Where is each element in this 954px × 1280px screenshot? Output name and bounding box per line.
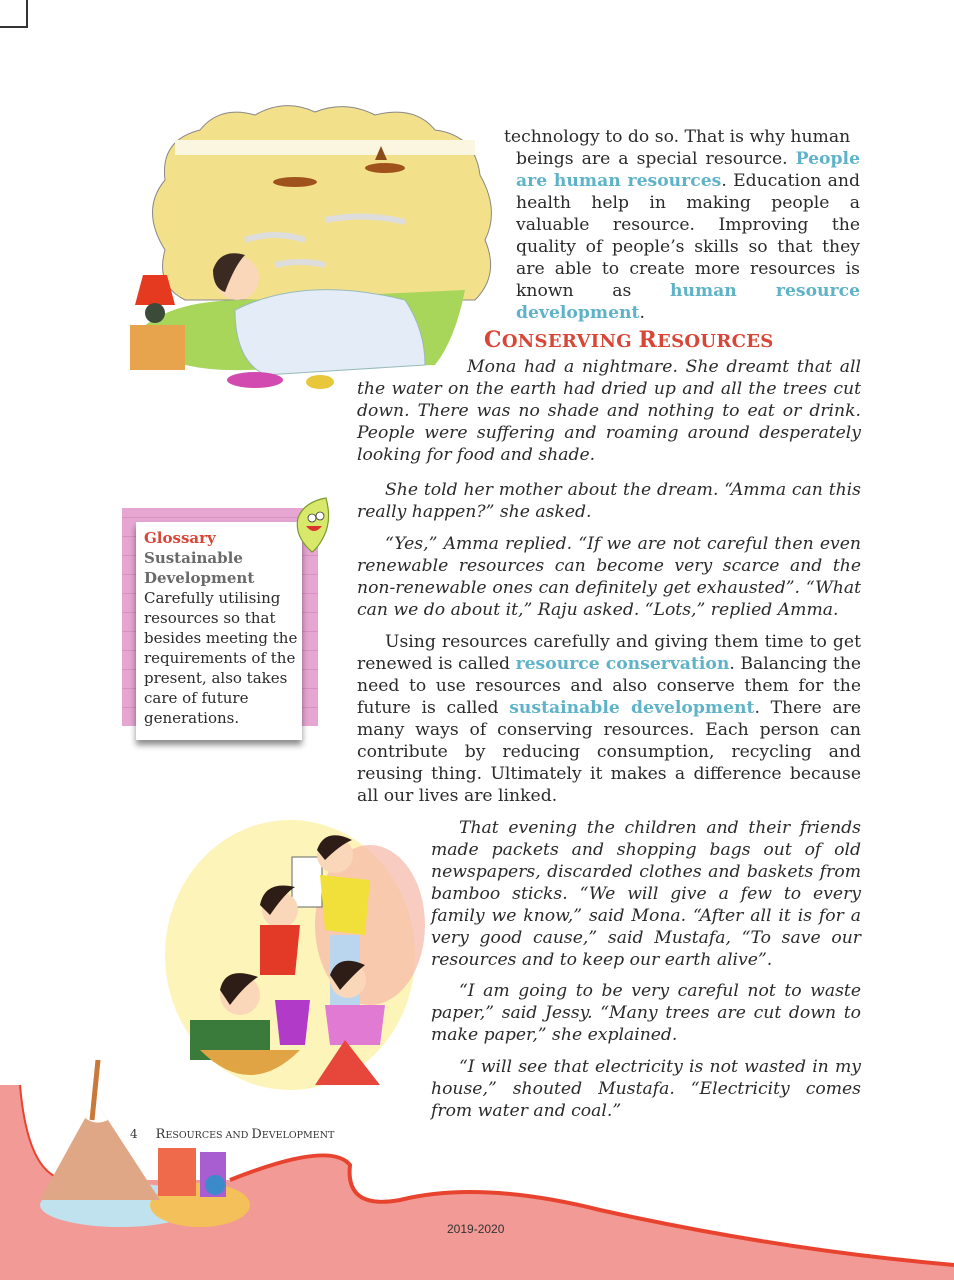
story-paragraph-evening (431, 817, 861, 971)
glossary-box (122, 508, 318, 726)
heading-cap: C (484, 327, 502, 353)
building (158, 1148, 196, 1196)
story-text: “I will see that electricity is not wasted in my house,” shouted Mustafa. “Electricity comes from water and coal.” (431, 1057, 861, 1121)
heading-rest: ESOURCES (657, 331, 774, 352)
nightmare-illustration (125, 100, 500, 400)
story-paragraph-told-mother (357, 479, 861, 523)
story-text: “I am going to be very careful not to waste paper,” said Jessy. “Many trees are cut down to make paper,” she explained. (431, 981, 861, 1045)
paragraph-resource-conservation (357, 631, 861, 807)
section-heading-conserving-resources (484, 327, 774, 353)
chapter-cap: R (155, 1127, 166, 1142)
para-text: Using resources carefully and giving them time to get renewed is called (357, 632, 861, 674)
page-number: 4 (130, 1127, 138, 1141)
glossary-term: Sustainable Development (144, 549, 255, 587)
para-text: beings are a special resource. (516, 149, 796, 169)
chapter-rest: ESOURCES AND (165, 1130, 252, 1141)
para-text: . There are many ways of conserving resources. Each person can contribute by reducing consumption, recycling and reusing thing. Ultimately it makes a difference because all our lives are linked. (357, 698, 861, 806)
story-text: Mona had a nightmare. She dreamt that all the water on the earth had dried up and all the trees cut down. There was no shade and nothing to eat or drink. People were suffering and roaming around desperately looking for food and shade. (357, 357, 861, 465)
chapter-cap: D (251, 1127, 262, 1142)
keyword-human-resource-development: human resource development (516, 281, 860, 323)
glossary-title: Glossary (144, 529, 216, 547)
footer-band (0, 1060, 954, 1280)
dream-cloud (153, 106, 492, 300)
story-text: She told her mother about the dream. “Amma can this really happen?” she asked. (357, 480, 861, 522)
switch-board (292, 857, 322, 907)
story-paragraph-amma-replied (357, 533, 861, 621)
paragraph-human-resources (500, 126, 860, 324)
keyword-people-are-human-resources: People are human resources (516, 149, 860, 191)
chapter-rest: EVELOPMENT (261, 1130, 335, 1141)
leaf-mascot-icon (292, 496, 332, 554)
story-paragraph-jessy (431, 980, 861, 1046)
para-text: . (639, 303, 645, 323)
heading-rest: ONSERVING (501, 331, 639, 352)
crop-mark (0, 0, 28, 28)
footer-running-title (130, 1127, 334, 1142)
para-text: . Education and health help in making people a valuable resource. Improving the quality of people’s skills so that they are able to create more resources is known as (516, 171, 860, 301)
para-text: . Balancing the need to use resources and also conserve them for the future is called (357, 654, 861, 718)
para-line-1: technology to do so. That is why human (504, 127, 851, 147)
story-text: “Yes,” Amma replied. “If we are not careful then even renewable resources can become very scarce and the non-renewable ones can definitely get exhausted”. “What can we do about it,” Raju asked. “Lots,” replied Amma. (357, 534, 861, 620)
heading-cap: R (638, 327, 658, 353)
keyword-resource-conservation: resource conservation (515, 654, 730, 674)
glossary-definition: Carefully utilising resources so that besides meeting the requirements of the present, also takes care of future generations. (144, 589, 298, 727)
edition-year: 2019-2020 (447, 1222, 505, 1236)
story-text: That evening the children and their friends made packets and shopping bags out of old newspapers, discarded clothes and baskets from bamboo sticks. “We will give a few to every family we know,” said Mona. “After all it is for a very good cause,” said Mustafa, “To save our resources and to keep our earth alive”. (431, 818, 861, 970)
keyword-sustainable-development: sustainable development (509, 698, 755, 718)
story-paragraph-nightmare (357, 356, 861, 466)
glossary-card (136, 522, 302, 740)
